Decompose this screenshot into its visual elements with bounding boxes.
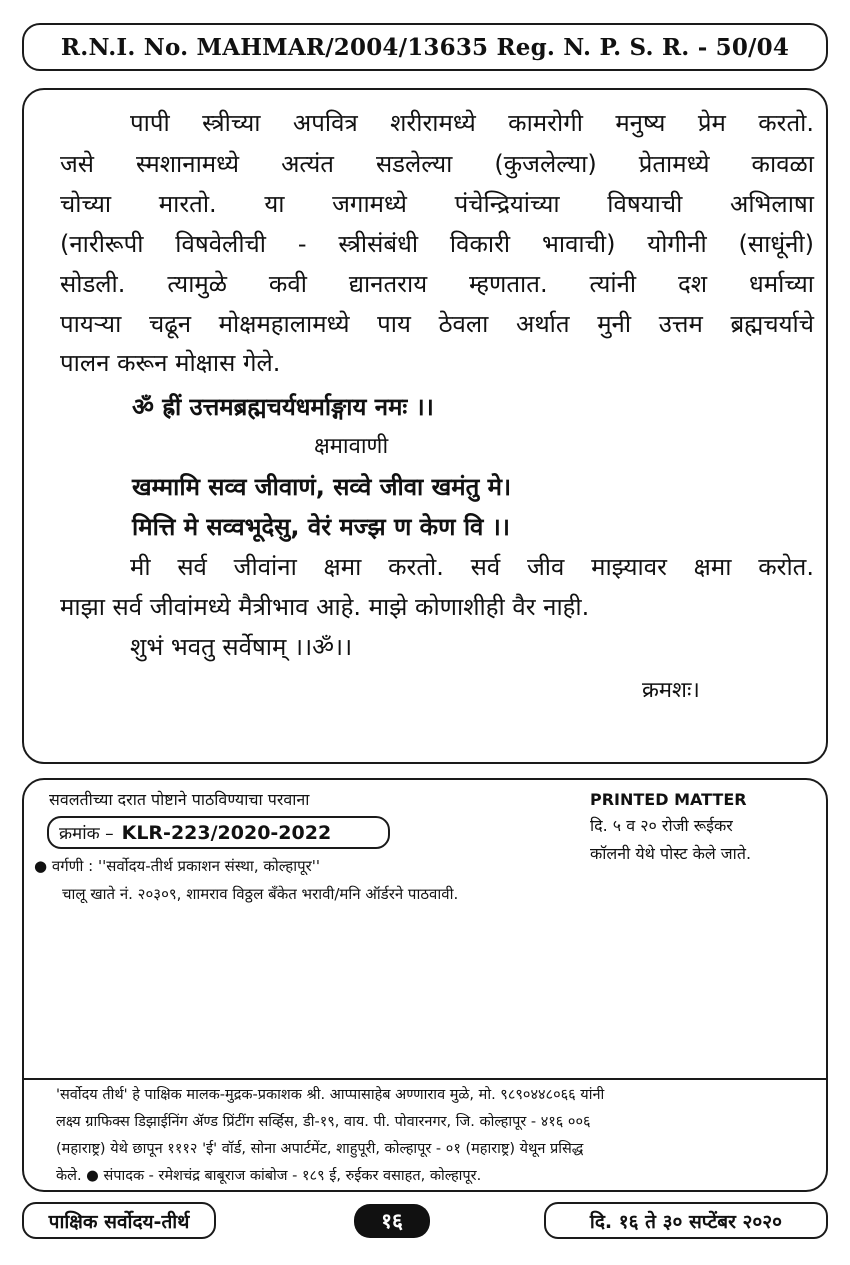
article-line-4: (नारीरूपी विषवेलीची - स्त्रीसंबंधी विकारी भावाची) योगीनी (साधूंनी): [60, 230, 814, 258]
article-line-3: चोच्या मारतो. या जगामध्ये पंचेन्द्रियांच्या विषयाची अभिलाषा: [60, 190, 814, 218]
kshamavani-title: क्षमावाणी: [314, 434, 389, 459]
permit-line: सवलतीच्या दरात पोष्टाने पाठविण्याचा परवाना: [49, 790, 310, 809]
blessing: शुभं भवतु सर्वेषाम् ।।ॐ।।: [130, 633, 353, 661]
page-number-badge: [354, 1204, 430, 1238]
article-box: [22, 88, 828, 764]
article-line-2: जसे स्मशानामध्ये अत्यंत सडलेल्या (कुजलेल्या) प्रेतामध्ये कावळा: [60, 150, 814, 178]
imprint-line-2: लक्ष्य ग्राफिक्स डिझाईनिंग ॲण्ड प्रिंटींग सर्व्हिस, डी-१९, वाय. पी. पोवारनगर, जि. कोल्हापूर - ४१६ ००६: [56, 1114, 591, 1130]
prakrit-line-1: खम्मामि सव्व जीवाणं, सव्वे जीवा खमंतु मे।: [132, 473, 512, 501]
kramank-label: क्रमांक –: [59, 824, 114, 844]
imprint-divider: [24, 1078, 826, 1080]
page-number: १६: [381, 1209, 403, 1233]
mantra: ॐ ह्रीं उत्तमब्रह्मचर्यधर्माङ्गाय नमः ।।: [132, 393, 434, 421]
rni-header: [22, 23, 828, 71]
postal-info-box: [22, 778, 828, 1192]
kramashah: क्रमशः।: [642, 678, 700, 703]
kramank-number: KLR-223/2020-2022: [121, 821, 332, 844]
vargani-line: ● वर्गणी : ''सर्वोदय-तीर्थ प्रकाशन संस्था, कोल्हापूर'': [34, 857, 320, 875]
account-line: चालू खाते नं. २०३०९, शामराव विठ्ठल बँकेत भरावी/मनि ऑर्डरने पाठवावी.: [62, 885, 459, 903]
article-line-1: पापी स्त्रीच्या अपवित्र शरीरामध्ये कामरोगी मनुष्य प्रेम करतो.: [130, 109, 814, 137]
date-range: दि. १६ ते ३० सप्टेंबर २०२०: [589, 1210, 783, 1233]
imprint-line-4: केले. ● संपादक - रमेशचंद्र बाबूराज कांबोज - १८९ ई, रुईकर वसाहत, कोल्हापूर.: [56, 1168, 482, 1184]
rni-text: R.N.I. No. MAHMAR/2004/13635 Reg. N. P. S. R. - 50/04: [60, 33, 790, 61]
prakrit-line-2: मित्ति मे सव्वभूदेसु, वेरं मज्झ ण केण वि ।।: [132, 513, 510, 541]
article-line-6: पायऱ्या चढून मोक्षमहालामध्ये पाय ठेवला अर्थात मुनी उत्तम ब्रह्मचर्याचे: [60, 310, 814, 338]
imprint-line-1: 'सर्वोदय तीर्थ' हे पाक्षिक मालक-मुद्रक-प्रकाशक श्री. आप्पासाहेब अण्णाराव मुळे, मो. ९८९०४४८०६६ यांनी: [56, 1087, 605, 1103]
meaning-line-1: मी सर्व जीवांना क्षमा करतो. सर्व जीव माझ्यावर क्षमा करोत.: [130, 553, 814, 581]
date-range-pill: [544, 1202, 828, 1239]
imprint-line-3: (महाराष्ट्र) येथे छापून १११२ 'ई' वॉर्ड, सोना अपार्टमेंट, शाहुपूरी, कोल्हापूर - ०१ (महाराष्ट्र) येथून प्रसिद्ध: [56, 1141, 584, 1157]
magazine-name-pill: [22, 1202, 216, 1239]
article-line-5: सोडली. त्यामुळे कवी द्यानतराय म्हणतात. त्यांनी दश धर्माच्या: [60, 270, 814, 298]
magazine-name: पाक्षिक सर्वोदय-तीर्थ: [48, 1210, 190, 1233]
post-line-1: दि. ५ व २० रोजी रूईकर: [590, 816, 733, 835]
article-line-7: पालन करून मोक्षास गेले.: [60, 349, 281, 377]
printed-matter: PRINTED MATTER: [590, 790, 747, 809]
post-line-2: कॉलनी येथे पोस्ट केले जाते.: [590, 844, 752, 863]
kramank-pill: [47, 816, 390, 849]
meaning-line-2: माझा सर्व जीवांमध्ये मैत्रीभाव आहे. माझे कोणाशीही वैर नाही.: [60, 593, 590, 621]
